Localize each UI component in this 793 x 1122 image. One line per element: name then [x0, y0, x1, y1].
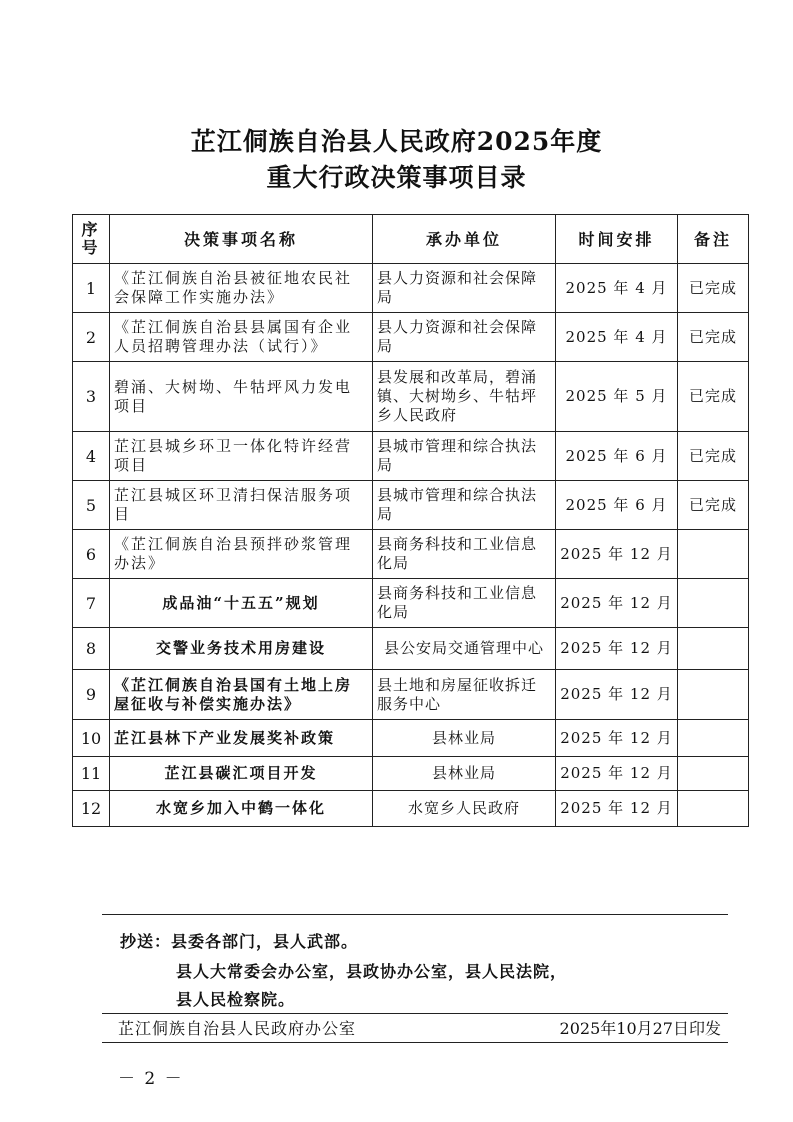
row-number: 6: [73, 530, 110, 579]
row-time: 2025 年 5 月: [556, 362, 678, 432]
row-number: 10: [73, 720, 110, 757]
cc-distribution-block: [102, 914, 728, 1014]
row-unit: 县人力资源和社会保障局: [373, 313, 556, 362]
document-title-line2: 重大行政决策事项目录: [266, 163, 527, 192]
row-number: 7: [73, 579, 110, 628]
row-time: 2025 年 12 月: [556, 530, 678, 579]
row-decision-name: 水宽乡加入中鹤一体化: [110, 791, 373, 827]
row-note: [678, 720, 749, 757]
table-row: [73, 481, 749, 530]
table-row: [73, 264, 749, 313]
row-note: 已完成: [678, 481, 749, 530]
row-decision-name: 《芷江侗族自治县被征地农民社会保障工作实施办法》: [110, 264, 373, 313]
table-row: [73, 313, 749, 362]
row-note: [678, 670, 749, 720]
row-note: 已完成: [678, 432, 749, 481]
row-unit: 县林业局: [373, 720, 556, 757]
row-number: 11: [73, 757, 110, 791]
page-number: － 2 －: [118, 1069, 184, 1089]
row-decision-name: 交警业务技术用房建设: [110, 628, 373, 670]
row-time: 2025 年 12 月: [556, 579, 678, 628]
row-unit: 县公安局交通管理中心: [373, 628, 556, 670]
row-number: 12: [73, 791, 110, 827]
table-header-row: [73, 215, 749, 264]
table-row: [73, 432, 749, 481]
row-unit: 县商务科技和工业信息化局: [373, 530, 556, 579]
header-name: 决策事项名称: [110, 215, 373, 264]
row-unit: 县城市管理和综合执法局: [373, 432, 556, 481]
cc-line1: 抄送：县委各部门，县人武部。: [120, 932, 359, 951]
row-note: [678, 757, 749, 791]
row-decision-name: 芷江县城区环卫清扫保洁服务项目: [110, 481, 373, 530]
row-unit: 水宽乡人民政府: [373, 791, 556, 827]
table-row: [73, 720, 749, 757]
row-note: 已完成: [678, 362, 749, 432]
document-title-line1: 芷江侗族自治县人民政府2025年度: [190, 127, 603, 156]
table-row: [73, 628, 749, 670]
row-number: 2: [73, 313, 110, 362]
row-note: [678, 579, 749, 628]
row-number: 5: [73, 481, 110, 530]
row-time: 2025 年 12 月: [556, 628, 678, 670]
issue-date: 2025年10月27日印发: [559, 1019, 721, 1038]
row-time: 2025 年 12 月: [556, 670, 678, 720]
row-unit: 县林业局: [373, 757, 556, 791]
row-time: 2025 年 6 月: [556, 481, 678, 530]
row-decision-name: 《芷江侗族自治县国有土地上房屋征收与补偿实施办法》: [110, 670, 373, 720]
row-decision-name: 芷江县碳汇项目开发: [110, 757, 373, 791]
table-row: [73, 670, 749, 720]
decision-catalog-table: [72, 214, 749, 827]
row-number: 8: [73, 628, 110, 670]
row-note: [678, 530, 749, 579]
row-number: 4: [73, 432, 110, 481]
footer-divider: [102, 1042, 728, 1043]
header-seq-line2: 号: [81, 238, 101, 257]
row-decision-name: 芷江县林下产业发展奖补政策: [110, 720, 373, 757]
table-row: [73, 757, 749, 791]
row-time: 2025 年 4 月: [556, 264, 678, 313]
row-decision-name: 成品油“十五五”规划: [110, 579, 373, 628]
row-number: 1: [73, 264, 110, 313]
row-unit: 县人力资源和社会保障局: [373, 264, 556, 313]
row-time: 2025 年 12 月: [556, 791, 678, 827]
row-time: 2025 年 4 月: [556, 313, 678, 362]
cc-line3: 县人民检察院。: [176, 990, 296, 1009]
header-seq: [73, 215, 110, 264]
row-note: 已完成: [678, 313, 749, 362]
row-time: 2025 年 12 月: [556, 757, 678, 791]
header-seq-line1: 序: [81, 220, 101, 239]
row-note: [678, 791, 749, 827]
row-note: [678, 628, 749, 670]
row-time: 2025 年 12 月: [556, 720, 678, 757]
row-number: 3: [73, 362, 110, 432]
header-unit: 承办单位: [373, 215, 556, 264]
row-decision-name: 《芷江侗族自治县预拌砂浆管理办法》: [110, 530, 373, 579]
row-number: 9: [73, 670, 110, 720]
cc-line2: 县人大常委会办公室，县政协办公室，县人民法院，: [176, 962, 568, 981]
table-row: [73, 791, 749, 827]
table-row: [73, 362, 749, 432]
row-time: 2025 年 6 月: [556, 432, 678, 481]
row-unit: 县土地和房屋征收拆迁服务中心: [373, 670, 556, 720]
row-decision-name: 《芷江侗族自治县县属国有企业人员招聘管理办法（试行）》: [110, 313, 373, 362]
row-note: 已完成: [678, 264, 749, 313]
row-decision-name: 芷江县城乡环卫一体化特许经营项目: [110, 432, 373, 481]
row-decision-name: 碧涌、大树坳、牛牯坪风力发电项目: [110, 362, 373, 432]
row-unit: 县商务科技和工业信息化局: [373, 579, 556, 628]
row-unit: 县城市管理和综合执法局: [373, 481, 556, 530]
table-row: [73, 579, 749, 628]
header-note: 备注: [678, 215, 749, 264]
table-row: [73, 530, 749, 579]
header-time: 时间安排: [556, 215, 678, 264]
issuing-office: 芷江侗族自治县人民政府办公室: [118, 1019, 357, 1038]
row-unit: 县发展和改革局，碧涌镇、大树坳乡、牛牯坪乡人民政府: [373, 362, 556, 432]
